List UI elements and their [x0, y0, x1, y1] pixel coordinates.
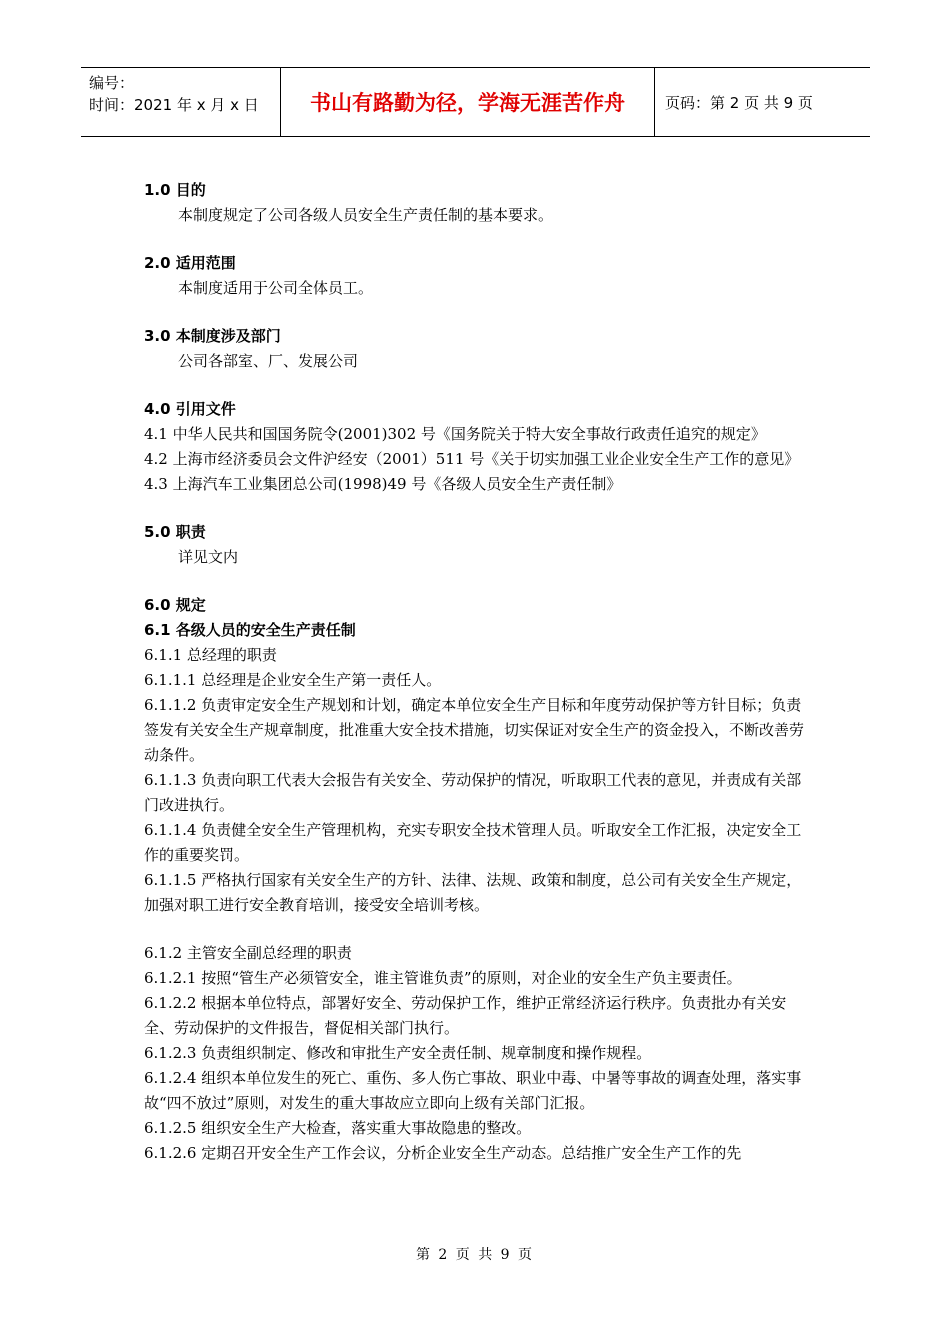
reference-item: 4.2 上海市经济委员会文件沪经安（2001）511 号《关于切实加强工业企业安全生产工作的意见》 [144, 450, 800, 468]
section-5-title: 5.0 职责 [144, 523, 206, 541]
section-2-title: 2.0 适用范围 [144, 254, 236, 272]
document-body [144, 178, 814, 1166]
section-2-body: 本制度适用于公司全体员工。 [178, 279, 374, 297]
header-time: 时间：2021 年 x 月 x 日 [89, 96, 259, 114]
section-4-title: 4.0 引用文件 [144, 400, 236, 418]
subsection-title: 6.1.2 主管安全副总经理的职责 [144, 944, 352, 962]
clause-item: 6.1.1.2 负责审定安全生产规划和计划，确定本单位安全生产目标和年度劳动保护等方针目标；负责签发有关安全生产规章制度，批准重大安全技术措施，切实保证对安全生产的资金投入，不断改善劳动条件。 [144, 696, 805, 764]
section-6-title: 6.0 规定 [144, 596, 206, 614]
section-3-body: 公司各部室、厂、发展公司 [178, 352, 359, 370]
clause-item: 6.1.2.5 组织安全生产大检查，落实重大事故隐患的整改。 [144, 1119, 532, 1137]
page-footer: 第 2 页 共 9 页 [415, 1247, 535, 1263]
header-motto: 书山有路勤为径，学海无涯苦作舟 [281, 68, 655, 136]
clause-item: 6.1.1.1 总经理是企业安全生产第一责任人。 [144, 671, 442, 689]
subsection-title: 6.1.1 总经理的职责 [144, 646, 277, 664]
clause-item: 6.1.2.3 负责组织制定、修改和审批生产安全责任制、规章制度和操作规程。 [144, 1044, 652, 1062]
clause-item: 6.1.2.4 组织本单位发生的死亡、重伤、多人伤亡事故、职业中毒、中暑等事故的调查处理，落实事故“四不放过”原则，对发生的重大事故应立即向上级有关部门汇报。 [144, 1069, 802, 1112]
header-code: 编号： [89, 74, 135, 92]
section-1-body: 本制度规定了公司各级人员安全生产责任制的基本要求。 [178, 206, 554, 224]
header-meta [81, 68, 281, 136]
clause-item: 6.1.2.1 按照“管生产必须管安全，谁主管谁负责”的原则，对企业的安全生产负主要责任。 [144, 969, 742, 987]
clause-item: 6.1.2.6 定期召开安全生产工作会议，分析企业安全生产动态。总结推广安全生产工作的先 [144, 1144, 742, 1162]
clause-item: 6.1.2.2 根据本单位特点，部署好安全、劳动保护工作，维护正常经济运行秩序。负责批办有关安全、劳动保护的文件报告，督促相关部门执行。 [144, 994, 787, 1037]
page-header [81, 67, 870, 137]
section-5-body: 详见文内 [178, 548, 239, 566]
clause-item: 6.1.1.4 负责健全安全生产管理机构，充实专职安全技术管理人员。听取安全工作汇报，决定安全工作的重要奖罚。 [144, 821, 802, 864]
clause-item: 6.1.1.5 严格执行国家有关安全生产的方针、法律、法规、政策和制度，总公司有关安全生产规定，加强对职工进行安全教育培训，接受安全培训考核。 [144, 871, 802, 914]
clause-item: 6.1.1.3 负责向职工代表大会报告有关安全、劳动保护的情况，听取职工代表的意见，并责成有关部门改进执行。 [144, 771, 802, 814]
header-page-number: 页码：第 2 页 共 9 页 [665, 93, 813, 112]
section-1-title: 1.0 目的 [144, 181, 206, 199]
reference-item: 4.3 上海汽车工业集团总公司(1998)49 号《各级人员安全生产责任制》 [144, 475, 622, 493]
section-6-1-title: 6.1 各级人员的安全生产责任制 [144, 621, 356, 639]
reference-item: 4.1 中华人民共和国国务院令(2001)302 号《国务院关于特大安全事故行政责任追究的规定》 [144, 425, 766, 443]
section-3-title: 3.0 本制度涉及部门 [144, 327, 281, 345]
